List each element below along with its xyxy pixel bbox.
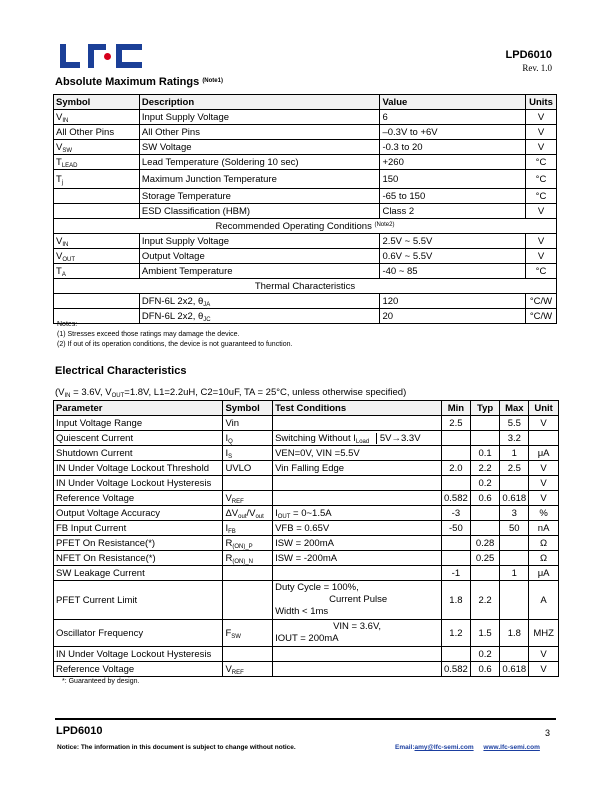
table-header-row: Parameter Symbol Test Conditions Min Typ Max Unit [54,401,559,416]
table-row: IN Under Voltage Lockout Hysteresis 0.2 V [54,476,559,491]
company-logo [60,44,142,68]
website-link[interactable]: www.lfc-semi.com [483,744,540,751]
table-row: $V_{OUT}$ Output Voltage 0.6V ~ 5.5V V [54,249,557,264]
table-row: ESD Classification (HBM) Class 2 V [54,204,557,219]
roc-section-row: Recommended Operating Conditions $^{(Note2)}$ [54,219,557,234]
table-row: Shutdown Current $I_S$ VEN=0V, VIN =5.5V 0.1 1 μA [54,446,559,461]
footer-rule [55,718,556,720]
table-row: SW Leakage Current -1 1 μA [54,566,559,581]
table-row: DFN-6L 2x2, $\theta_{JC}$ 20 °C/W [54,309,557,324]
table-row: Output Voltage Accuracy $\Delta V_{out}/V_{out}$ $I_{OUT}$ = 0~1.5A -3 3 % [54,506,559,521]
table-row: Input Voltage Range Vin 2.5 5.5 V [54,416,559,431]
thermal-section-row: Thermal Characteristics [54,279,557,294]
email-link[interactable]: amy@lfc-semi.com [414,744,474,751]
table-row: Quiescent Current $I_Q$ Switching Without $I_{Load}$ 5V→3.3V 3.2 [54,431,559,446]
footer-notice: Notice: The information in this document is subject to change without notice. [57,744,296,751]
table-row: PFET On Resistance(*) $R_{(ON)\_P}$ ISW = 200mA 0.28 Ω [54,536,559,551]
table-header-row: Symbol Description Value Units [54,95,557,110]
footer-page-number: 3 [544,728,550,738]
header-part-number: LPD6010 [505,49,552,61]
table-row: NFET On Resistance(*) $R_{(ON)\_N}$ ISW = -200mA 0.25 Ω [54,551,559,566]
amr-title: Absolute Maximum Ratings $^{(Note1)}$ [55,76,223,88]
table-row: Reference Voltage $V_{REF}$ 0.582 0.6 0.618 V [54,662,559,677]
table-row: $T_j$ Maximum Junction Temperature 150 °C [54,170,557,189]
electrical-characteristics-table [53,400,559,677]
table-row: $V_{SW}$ SW Voltage -0.3 to 20 V [54,140,557,155]
table-row: IN Under Voltage Lockout Threshold UVLO Vin Falling Edge 2.0 2.2 2.5 V [54,461,559,476]
table-row: $V_{IN}$ Input Supply Voltage 6 V [54,110,557,125]
table-row: Reference Voltage $V_{REF}$ 0.582 0.6 0.618 V [54,491,559,506]
table-row: Storage Temperature -65 to 150 °C [54,189,557,204]
table-row: IN Under Voltage Lockout Hysteresis 0.2 V [54,647,559,662]
footer-contact: Email:amy@lfc-semi.com www.lfc-semi.com [395,744,540,751]
ec-footnote: *: Guaranteed by design. [62,678,140,685]
ec-title: Electrical Characteristics [55,365,187,377]
table-row: $T_{LEAD}$ Lead Temperature (Soldering 10 sec) +260 °C [54,155,557,170]
table-row: $T_A$ Ambient Temperature -40 ~ 85 °C [54,264,557,279]
table-row: Oscillator Frequency $F_{SW}$ VIN = 3.6V, IOUT = 200mA 1.2 1.5 1.8 MHZ [54,620,559,647]
table-row: FB Input Current $I_{FB}$ VFB = 0.65V -50 50 nA [54,521,559,536]
table-row: $V_{IN}$ Input Supply Voltage 2.5V ~ 5.5V V [54,234,557,249]
table-row: All Other Pins All Other Pins –0.3V to +6V V [54,125,557,140]
table-row: PFET Current Limit Duty Cycle = 100%, Current Pulse Width < 1ms 1.8 2.2 A [54,581,559,620]
ec-conditions: ($V_{IN} = 3.6V$, $V_{OUT}=1.8V$, L1=2.2uH, C2=10uF, TA = 25°C, unless otherwise specified) [55,387,407,399]
footer-part-number: LPD6010 [56,725,103,737]
table-row: DFN-6L 2x2, $\theta_{JA}$ 120 °C/W [54,294,557,309]
header-revision: Rev. 1.0 [522,63,552,73]
notes: Notes: (1) Stresses exceed those ratings may damage the device. (2) If out of its operation conditions, the device is not guaranteed to function. [57,321,293,348]
absolute-max-ratings-table [53,94,557,324]
